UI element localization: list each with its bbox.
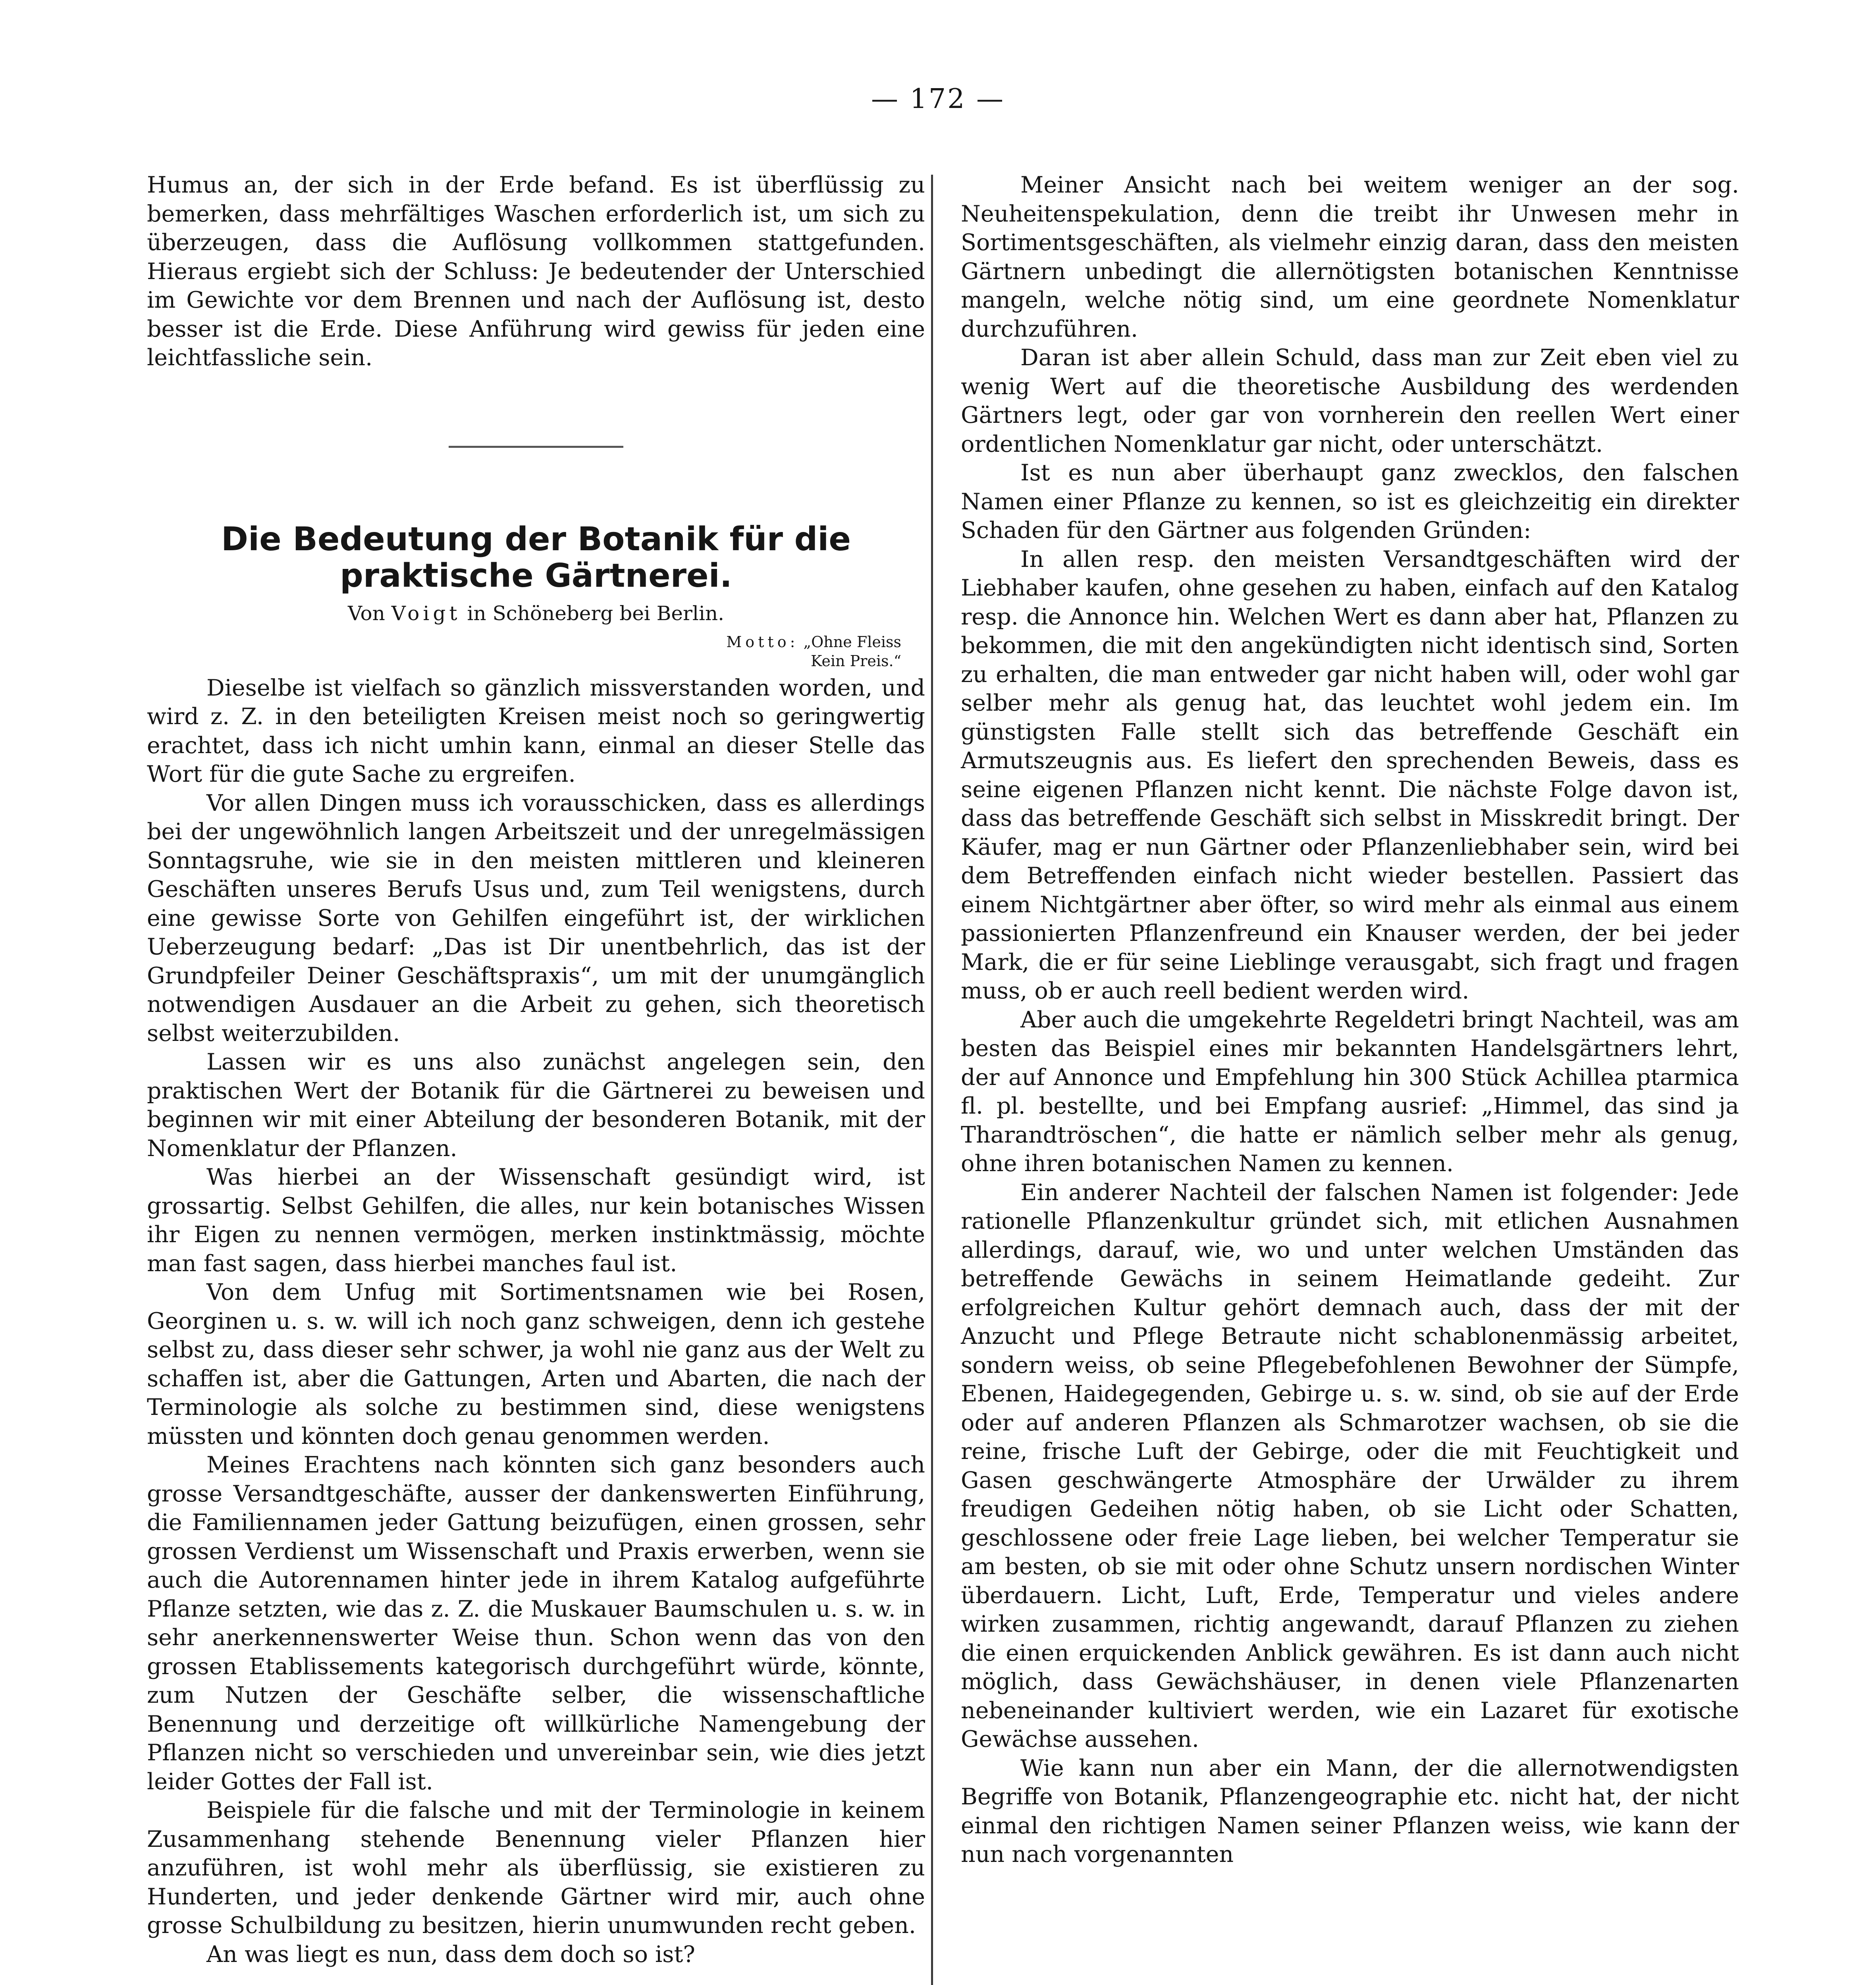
article-paragraph: Wie kann nun aber ein Mann, der die allernotwendigsten Begriffe von Botanik, Pflanzengeographie etc. nicht hat, der nicht einmal den richtigen Namen seiner Pflanzen weiss, wie kann der nun nach vorgenannten <box>961 1755 1739 1867</box>
article-paragraph: Ist es nun aber überhaupt ganz zwecklos, den falschen Namen einer Pflanze zu kennen, so ist es gleichzeitig ein direkter Schaden für den Gärtner aus folgenden Gründen: <box>961 460 1739 543</box>
article-paragraph: Was hierbei an der Wissenschaft gesündigt wird, ist grossartig. Selbst Gehilfen, die alles, nur kein botanisches Wissen ihr Eigen zu nennen vermögen, merken instinktmässig, möchte man fast sagen, dass hierbei manches faul ist. <box>147 1164 925 1277</box>
article-paragraph: Meines Erachtens nach könnten sich ganz besonders auch grosse Versandtgeschäfte, ausser der dankenswerten Einführung, die Familiennamen jeder Gattung beizufügen, einen grossen, sehr grossen Verdienst um Wissenschaft und Praxis erwerben, wenn sie auch die Autorennamen hinter jede in ihrem Katalog aufgeführte Pflanze setzten, wie das z. Z. die Muskauer Baumschulen u. s. w. in sehr anerkennenswerter Weise thun. Schon wenn das von den grossen Etablissements kategorisch durchgeführt würde, könnte, zum Nutzen der Geschäfte selber, die wissenschaftliche Benennung und derzeitige oft willkürliche Namengebung der Pflanzen nicht so verschieden und unvereinbar sein, wie dies jetzt leider Gottes der Fall ist. <box>147 1452 925 1795</box>
article-paragraph: Meiner Ansicht nach bei weitem weniger an der sog. Neuheitenspekulation, denn die treibt ihr Unwesen mehr in Sortimentsgeschäften, als vielmehr einzig daran, dass den meisten Gärtnern unbedingt die allernötigsten botanischen Kenntnisse mangeln, welche nötig sind, um eine geordnete Nomenklatur durchzuführen. <box>961 172 1739 342</box>
article-paragraph: Von dem Unfug mit Sortimentsnamen wie bei Rosen, Georginen u. s. w. will ich noch ganz schweigen, denn ich gestehe selbst zu, dass dieser sehr schwer, ja wohl nie ganz aus der Welt zu schaffen ist, aber die Gattungen, Arten und Abarten, die nach der Terminologie als solche zu bestimmen sind, diese wenigstens müssten und könnten doch genau genommen werden. <box>147 1279 925 1449</box>
article-paragraph: Daran ist aber allein Schuld, dass man zur Zeit eben viel zu wenig Wert auf die theoretische Ausbildung des werdenden Gärtners legt, oder gar von vornherein den reellen Wert einer ordentlichen Nomenklatur gar nicht, oder unterschätzt. <box>961 345 1739 457</box>
article-motto <box>147 632 925 671</box>
article-title: Die Bedeutung der Botanik für die praktische Gärtnerei. <box>221 520 851 595</box>
column-divider <box>931 175 933 1985</box>
article-paragraph: In allen resp. den meisten Versandtgeschäften wird der Liebhaber kaufen, ohne gesehen zu haben, einfach auf den Katalog resp. die Annonce hin. Welchen Wert es dann aber hat, Pflanzen zu bekommen, die mit den angekündigten nicht identisch sind, Sorten zu erhalten, die man entweder gar nicht haben will, oder wohl gar selber mehr als genug hat, das leuchtet wohl jedem ein. Im günstigsten Falle stellt sich das betreffende Geschäft ein Armutszeugnis aus. Es liefert den sprechenden Beweis, dass es seine eigenen Pflanzen nicht kennt. Die nächste Folge davon ist, dass das betreffende Geschäft sich selbst in Misskredit bringt. Der Käufer, mag er nun Gärtner oder Pflanzenliebhaber sein, wird bei dem Betreffenden einfach nicht wieder bestellen. Passiert das einem Nichtgärtner aber öfter, so wird mehr als einmal aus einem passionierten Pflanzenfreund ein Knauser werden, der bei jeder Mark, die er für seine Lieblinge verausgabt, sich fragt und fragen muss, ob er auch reell bedient werden wird. <box>961 546 1739 1004</box>
article-paragraph: Vor allen Dingen muss ich vorausschicken, dass es allerdings bei der ungewöhnlich langen Arbeitszeit und der unregelmässigen Sonntagsruhe, wie sie in den meisten mittleren und kleineren Geschäften unseres Berufs Usus und, zum Teil wenigstens, durch eine gewisse Sorte von Gehilfen eingeführt ist, der wirklichen Ueberzeugung bedarf: „Das ist Dir unentbehrlich, das ist der Grundpfeiler Deiner Geschäftspraxis“, um mit der unumgänglich notwendigen Ausdauer an die Arbeit zu gehen, sich theoretisch selbst weiterzubilden. <box>147 790 925 1046</box>
section-separator <box>449 446 623 448</box>
motto-line-2: Kein Preis.“ <box>811 652 901 670</box>
article-paragraph: An was liegt es nun, dass dem doch so ist? <box>206 1941 695 1968</box>
right-column <box>961 171 1739 1869</box>
article-paragraph: Aber auch die umgekehrte Regeldetri bringt Nachteil, was am besten das Beispiel eines mir bekannten Handelsgärtners lehrt, der auf Annonce und Empfehlung hin 300 Stück Achillea ptarmica fl. pl. bestellte, und bei Empfang ausrief: „Himmel, das sind ja Tharandtröschen“, die hatte er nämlich selber mehr als genug, ohne ihren botanischen Namen zu kennen. <box>961 1006 1739 1177</box>
page-number: — 172 — <box>871 83 1005 115</box>
intro-paragraph: Humus an, der sich in der Erde befand. Es ist überflüssig zu bemerken, dass mehrfältiges Waschen erforderlich ist, um sich zu überzeugen, dass die Auflösung vollkommen stattgefunden. Hieraus ergiebt sich der Schluss: Je bedeutender der Unterschied im Gewichte vor dem Brennen und nach der Auflösung ist, desto besser ist die Erde. Diese Anführung wird gewiss für jeden eine leichtfassliche sein. <box>147 172 925 371</box>
left-column <box>147 171 925 1969</box>
byline-author: Voigt <box>391 601 461 625</box>
article-paragraph: Dieselbe ist vielfach so gänzlich missverstanden worden, und wird z. Z. in den beteiligten Kreisen meist noch so geringwertig erachtet, dass ich nicht umhin kann, einmal an dieser Stelle das Wort für die gute Sache zu ergreifen. <box>147 675 925 787</box>
article-paragraph: Beispiele für die falsche und mit der Terminologie in keinem Zusammenhang stehende Benennung vieler Pflanzen hier anzuführen, ist wohl mehr als überflüssig, sie existieren zu Hunderten, und jeder denkende Gärtner wird mir, auch ohne grosse Schulbildung zu besitzen, hierin unumwunden recht geben. <box>147 1797 925 1939</box>
motto-label: Motto: <box>726 633 799 651</box>
byline-prefix: Von <box>348 601 385 625</box>
article-paragraph: Lassen wir es uns also zunächst angelegen sein, den praktischen Wert der Botanik für die Gärtnerei zu beweisen und beginnen wir mit einer Abteilung der besonderen Botanik, mit der Nomenklatur der Pflanzen. <box>147 1049 925 1162</box>
motto-line-1: „Ohne Fleiss <box>803 633 901 651</box>
byline-suffix: in Schöneberg bei Berlin. <box>467 601 724 625</box>
article-paragraph: Ein anderer Nachteil der falschen Namen ist folgender: Jede rationelle Pflanzenkultur gründet sich, mit etlichen Ausnahmen allerdings, darauf, wie, wo und unter welchen Umständen das betreffende Gewächs in seinem Heimatlande gedeiht. Zur erfolgreichen Kultur gehört demnach auch, dass der mit der Anzucht und Pflege Betraute nicht schablonenmässig arbeitet, sondern weiss, ob seine Pflegebefohlenen Bewohner der Sümpfe, Ebenen, Haidegegenden, Gebirge u. s. w. sind, ob sie auf der Erde oder auf anderen Pflanzen als Schmarotzer wachsen, ob sie die reine, frische Luft der Gebirge, oder die mit Feuchtigkeit und Gasen geschwängerte Atmosphäre der Urwälder zu ihrem freudigen Gedeihen nötig haben, ob sie Licht oder Schatten, geschlossene oder freie Lage lieben, bei welcher Temperatur sie am besten, ob sie mit oder ohne Schutz unsern nordischen Winter überdauern. Licht, Luft, Erde, Temperatur und vieles andere wirken zusammen, richtig angewandt, darauf Pflanzen zu ziehen die einen erquickenden Anblick gewähren. Es ist dann auch nicht möglich, dass Gewächshäuser, in denen viele Pflanzenarten nebeneinander kultiviert werden, wie ein Lazaret für exotische Gewächse aussehen. <box>961 1179 1739 1752</box>
article-byline <box>147 599 925 628</box>
